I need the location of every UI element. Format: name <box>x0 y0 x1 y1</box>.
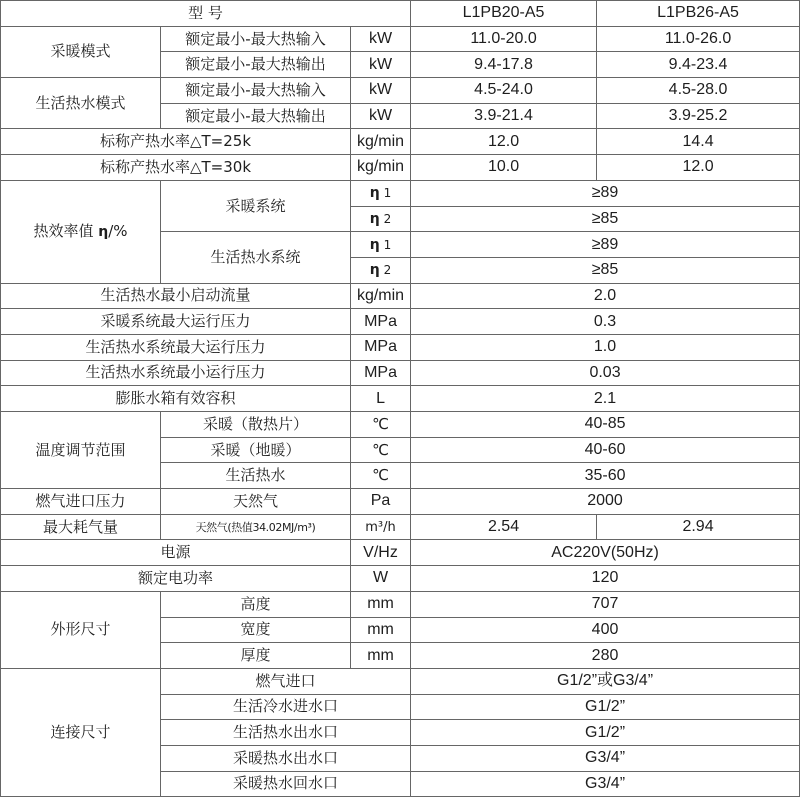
eta-subscript: 2 <box>383 211 392 226</box>
value-a: 11.0-20.0 <box>411 26 597 52</box>
row-value: 120 <box>411 566 800 592</box>
eta-subscript: 2 <box>383 263 392 278</box>
row-name: 额定最小-最大热输出 <box>161 52 351 78</box>
row-name: 标称产热水率△T=30k <box>1 155 351 181</box>
heating-mode-label: 采暖模式 <box>1 26 161 77</box>
value-a: 12.0 <box>411 129 597 155</box>
row-name: 生活热水系统最大运行压力 <box>1 334 351 360</box>
efficiency-label-text: 热效率值 <box>33 222 94 241</box>
row-unit: kg/min <box>351 155 411 181</box>
row-name: 生活热水出水口 <box>161 720 411 746</box>
gas-consumption-label: 最大耗气量 <box>1 514 161 540</box>
row-value: 0.03 <box>411 360 800 386</box>
efficiency-label-unit: /% <box>108 222 128 241</box>
row-unit: MPa <box>351 309 411 335</box>
temperature-label: 温度调节范围 <box>1 412 161 489</box>
row-name: 天然气(热值34.02MJ/m³) <box>161 514 351 540</box>
row-value: 2.1 <box>411 386 800 412</box>
row-unit: mm <box>351 617 411 643</box>
model-label: 型 号 <box>1 1 411 27</box>
rated-power-label: 额定电功率 <box>1 566 351 592</box>
eta-cell <box>351 232 411 258</box>
model-a: L1PB20-A5 <box>411 1 597 27</box>
gas-pressure-label: 燃气进口压力 <box>1 489 161 515</box>
row-name: 采暖系统最大运行压力 <box>1 309 351 335</box>
table-row <box>1 489 800 515</box>
row-unit: m³/h <box>351 514 411 540</box>
table-row <box>1 155 800 181</box>
row-value: G3/4” <box>411 771 800 797</box>
table-row <box>1 412 800 438</box>
row-value: 40-60 <box>411 437 800 463</box>
value-a: 9.4-17.8 <box>411 52 597 78</box>
eta-symbol: η <box>369 210 380 227</box>
row-value: G1/2” <box>411 720 800 746</box>
row-value: 2.0 <box>411 283 800 309</box>
value-b: 9.4-23.4 <box>597 52 800 78</box>
row-unit: Pa <box>351 489 411 515</box>
row-unit: kg/min <box>351 283 411 309</box>
eta-symbol: η <box>98 224 109 241</box>
value-a: 10.0 <box>411 155 597 181</box>
hot-water-mode-label: 生活热水模式 <box>1 78 161 129</box>
row-unit: mm <box>351 591 411 617</box>
row-value: 400 <box>411 617 800 643</box>
table-row <box>1 129 800 155</box>
row-name: 生活热水最小启动流量 <box>1 283 351 309</box>
table-row <box>1 283 800 309</box>
row-value: 707 <box>411 591 800 617</box>
row-name: 标称产热水率△T=25k <box>1 129 351 155</box>
row-name: 燃气进口 <box>161 668 411 694</box>
row-value: 1.0 <box>411 334 800 360</box>
row-value: AC220V(50Hz) <box>411 540 800 566</box>
row-value: G3/4” <box>411 745 800 771</box>
table-row <box>1 566 800 592</box>
eta-cell <box>351 257 411 283</box>
row-name: 采暖热水回水口 <box>161 771 411 797</box>
row-unit: MPa <box>351 334 411 360</box>
row-value: 40-85 <box>411 412 800 438</box>
value-b: 4.5-28.0 <box>597 78 800 104</box>
table-row <box>1 591 800 617</box>
row-unit: kW <box>351 103 411 129</box>
row-unit: mm <box>351 643 411 669</box>
row-name: 额定最小-最大热输入 <box>161 26 351 52</box>
row-name: 采暖（地暖） <box>161 437 351 463</box>
value-b: 3.9-25.2 <box>597 103 800 129</box>
row-unit: kg/min <box>351 129 411 155</box>
row-name: 采暖（散热片） <box>161 412 351 438</box>
row-unit: kW <box>351 78 411 104</box>
row-name: 宽度 <box>161 617 351 643</box>
eta-subscript: 1 <box>383 237 392 252</box>
row-value: 35-60 <box>411 463 800 489</box>
row-unit: ℃ <box>351 437 411 463</box>
row-value: 280 <box>411 643 800 669</box>
row-unit: V/Hz <box>351 540 411 566</box>
table-row <box>1 78 800 104</box>
efficiency-value: ≥89 <box>411 232 800 258</box>
eta-subscript: 1 <box>383 186 392 201</box>
efficiency-group-name: 采暖系统 <box>161 180 351 231</box>
eta-symbol: η <box>369 185 380 202</box>
row-name: 天然气 <box>161 489 351 515</box>
efficiency-value: ≥89 <box>411 180 800 206</box>
value-b: 12.0 <box>597 155 800 181</box>
table-row <box>1 309 800 335</box>
row-name: 厚度 <box>161 643 351 669</box>
row-unit: ℃ <box>351 412 411 438</box>
row-unit: kW <box>351 52 411 78</box>
row-unit: ℃ <box>351 463 411 489</box>
table-row <box>1 668 800 694</box>
row-value: G1/2”或G3/4” <box>411 668 800 694</box>
power-label: 电源 <box>1 540 351 566</box>
row-name: 生活热水 <box>161 463 351 489</box>
efficiency-group-name: 生活热水系统 <box>161 232 351 283</box>
eta-symbol: η <box>369 262 380 279</box>
dimensions-label: 外形尺寸 <box>1 591 161 668</box>
connections-label: 连接尺寸 <box>1 668 161 796</box>
table-row <box>1 360 800 386</box>
efficiency-label <box>1 180 161 283</box>
row-name: 生活热水系统最小运行压力 <box>1 360 351 386</box>
table-row <box>1 180 800 206</box>
eta-symbol: η <box>369 236 380 253</box>
eta-cell <box>351 206 411 232</box>
row-name: 额定最小-最大热输入 <box>161 78 351 104</box>
row-unit: MPa <box>351 360 411 386</box>
model-b: L1PB26-A5 <box>597 1 800 27</box>
value-b: 2.94 <box>597 514 800 540</box>
value-b: 11.0-26.0 <box>597 26 800 52</box>
row-unit: W <box>351 566 411 592</box>
row-unit: L <box>351 386 411 412</box>
row-name: 高度 <box>161 591 351 617</box>
table-row <box>1 386 800 412</box>
efficiency-value: ≥85 <box>411 206 800 232</box>
eta-cell <box>351 180 411 206</box>
row-name: 膨胀水箱有效容积 <box>1 386 351 412</box>
value-a: 2.54 <box>411 514 597 540</box>
table-row <box>1 514 800 540</box>
row-value: 0.3 <box>411 309 800 335</box>
row-value: G1/2” <box>411 694 800 720</box>
row-unit: kW <box>351 26 411 52</box>
row-value: 2000 <box>411 489 800 515</box>
table-row <box>1 334 800 360</box>
value-a: 3.9-21.4 <box>411 103 597 129</box>
row-name: 生活冷水进水口 <box>161 694 411 720</box>
table-row <box>1 540 800 566</box>
value-b: 14.4 <box>597 129 800 155</box>
efficiency-value: ≥85 <box>411 257 800 283</box>
header-row <box>1 1 800 27</box>
table-row <box>1 26 800 52</box>
row-name: 采暖热水出水口 <box>161 745 411 771</box>
value-a: 4.5-24.0 <box>411 78 597 104</box>
row-name: 额定最小-最大热输出 <box>161 103 351 129</box>
